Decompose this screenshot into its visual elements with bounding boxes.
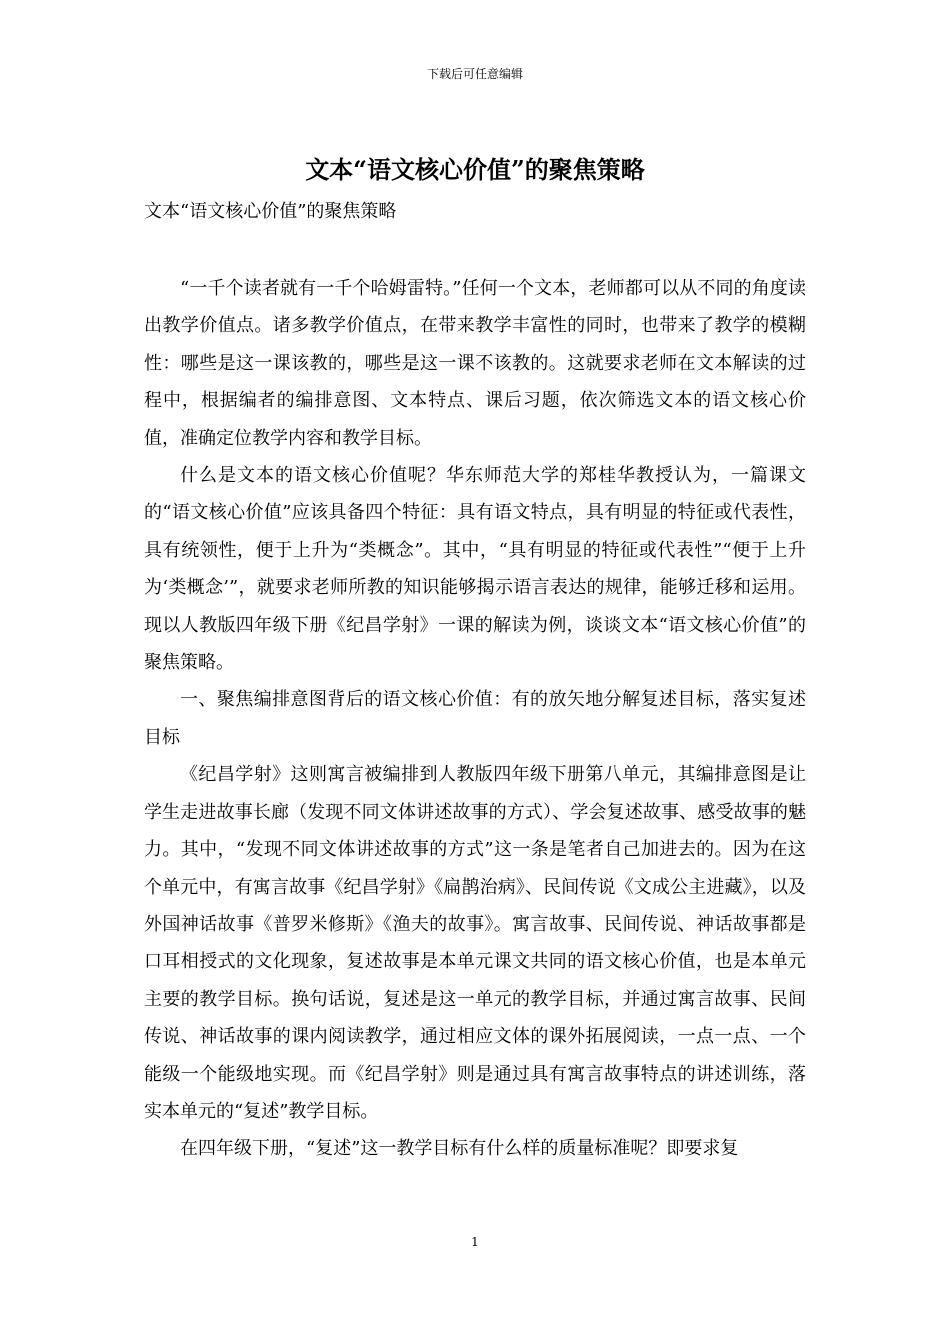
- paragraph: 在四年级下册，“复述”这一教学目标有什么样的质量标准呢？即要求复: [180, 1138, 739, 1160]
- page-header: 下载后可任意编辑: [426, 67, 523, 81]
- paragraph: 什么是文本的语文核心价值呢？华东师范大学的郑桂华教授认为，一篇课文的“语文核心价值”应该具备四个特征：具有语文特点，具有明显的特征或代表性，具有统领性，便于上升为“类概念”。其中，“具有明显的特征或代表性”“便于上升为‘类概念’”，就要求老师所教的知识能够揭示语言表达的规律，能够迁移和运用。现以人教版四年级下册《纪昌学射》一课的解读为例，谈谈文本“语文核心价值”的聚焦策略。: [144, 465, 806, 674]
- document-title: 文本“语文核心价值”的聚焦策略: [305, 155, 645, 184]
- page-number: 1: [471, 1235, 479, 1249]
- paragraph: 《纪昌学射》这则寓言被编排到人教版四年级下册第八单元，其编排意图是让学生走进故事长廊（发现不同文体讲述故事的方式）、学会复述故事、感受故事的魅力。其中，“发现不同文体讲述故事的方式”这一条是笔者自己加进去的。因为在这个单元中，有寓言故事《纪昌学射》《扁鹊治病》、民间传说《文成公主进藏》，以及外国神话故事《普罗米修斯》《渔夫的故事》。寓言故事、民间传说、神话故事都是口耳相授式的文化现象，复述故事是本单元课文共同的语文核心价值，也是本单元主要的教学目标。换句话说，复述是这一单元的教学目标，并通过寓言故事、民间传说、神话故事的课内阅读教学，通过相应文体的课外拓展阅读，一点一点、一个能级一个能级地实现。而《纪昌学射》则是通过具有寓言故事特点的讲述训练，落实本单元的“复述”教学目标。: [144, 764, 806, 1122]
- document-subtitle: 文本“语文核心价值”的聚焦策略: [144, 201, 397, 222]
- paragraph: “一千个读者就有一千个哈姆雷特。”任何一个文本，老师都可以从不同的角度读出教学价值点。诸多教学价值点，在带来教学丰富性的同时，也带来了教学的模糊性：哪些是这一课该教的，哪些是这一课不该教的。这就要求老师在文本解读的过程中，根据编者的编排意图、文本特点、课后习题，依次筛选文本的语文核心价值，准确定位教学内容和教学目标。: [144, 278, 806, 449]
- document-body: [144, 270, 806, 1168]
- section-heading: 一、聚焦编排意图背后的语文核心价值：有的放矢地分解复述目标，落实复述目标: [144, 689, 806, 748]
